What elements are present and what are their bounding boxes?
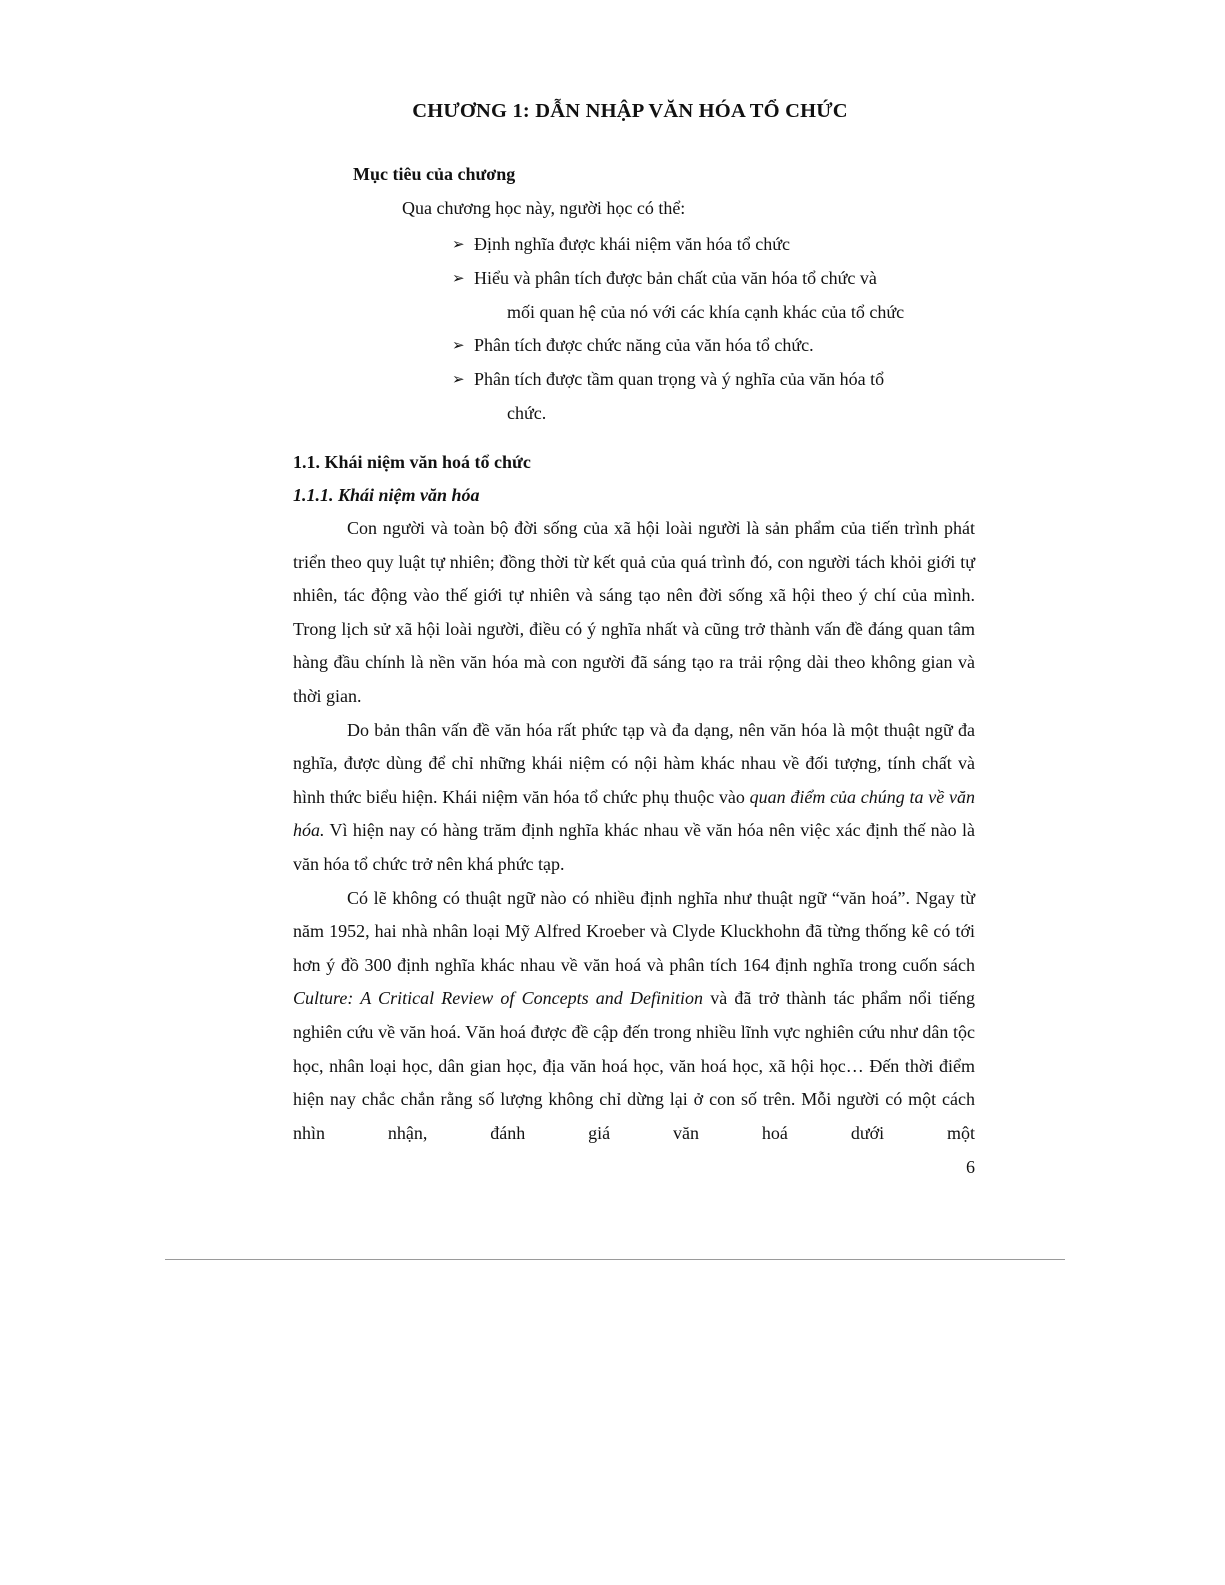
paragraph-1: Con người và toàn bộ đời sống của xã hội loài người là sản phẩm của tiến trình phát triển theo quy luật tự nhiên; đồng thời từ kết quả của quá trình đó, con người tách khỏi giới tự nhiên, tác động vào thế giới tự nhiên và sáng tạo nên đời sống xã hội theo ý chí của mình. Trong lịch sử xã hội loài người, điều có ý nghĩa nhất và cũng trở thành vấn đề đáng quan tâm hàng đầu chính là nền văn hóa mà con người đã sáng tạo ra trải rộng dài theo không gian và thời gian. (293, 518, 975, 706)
paragraph-2 (293, 714, 975, 882)
objectives-list (452, 228, 940, 431)
paragraph-2-text-b: Vì hiện nay có hàng trăm định nghĩa khác nhau về văn hóa nên việc xác định thế nào là văn hóa tổ chức trở nên khá phức tạp. (293, 820, 975, 874)
chapter-title: CHƯƠNG 1: DẪN NHẬP VĂN HÓA TỔ CHỨC (412, 100, 848, 122)
paragraph-2-text-a: Do bản thân vấn đề văn hóa rất phức tạp và đa dạng, nên văn hóa là một thuật ngữ đa nghĩa, được dùng để chỉ những khái niệm có nội hàm khác nhau về đối tượng, tính chất và hình thức biểu hiện. Khái niệm văn hóa tổ chức phụ thuộc vào (293, 719, 975, 807)
body-text (293, 512, 975, 1150)
objective-text-continued: chức. (507, 402, 547, 423)
paragraph-3-text-a: Có lẽ không có thuật ngữ nào có nhiều định nghĩa như thuật ngữ “văn hoá”. Ngay từ năm 1952, hai nhà nhân loại Mỹ Alfred Kroeber và Clyde Kluckhohn đã từng thống kê có tới hơn ý đồ 300 định nghĩa khác nhau về văn hoá và phân tích 164 định nghĩa trong cuốn sách (293, 887, 975, 975)
objective-text-continued: mối quan hệ của nó với các khía cạnh khác của tổ chức (507, 301, 905, 322)
section-heading: 1.1. Khái niệm văn hoá tổ chức (293, 452, 531, 472)
objective-text: Định nghĩa được khái niệm văn hóa tổ chức (474, 234, 790, 254)
subsection-heading: 1.1.1. Khái niệm văn hóa (293, 485, 480, 505)
objective-item (452, 363, 940, 431)
objective-text: Phân tích được tầm quan trọng và ý nghĩa của văn hóa tổ (474, 369, 885, 390)
arrowhead-bullet-icon: ➢ (452, 370, 465, 389)
objective-text: Phân tích được chức năng của văn hóa tổ chức. (474, 335, 814, 356)
arrowhead-bullet-icon: ➢ (452, 268, 465, 287)
objective-item (452, 329, 940, 363)
objective-item (452, 228, 940, 262)
arrowhead-bullet-icon: ➢ (452, 235, 465, 253)
paragraph-3-text-b: và đã trở thành tác phẩm nổi tiếng nghiên cứu về văn hoá. Văn hoá được đề cập đến trong nhiều lĩnh vực nghiên cứu như dân tộc học, nhân loại học, dân gian học, địa văn hoá học, văn hoá học, xã hội học… Đến thời điểm hiện nay chắc chắn rằng số lượng không chỉ dừng lại ở con số trên. Mỗi người có một cách nhìn nhận, đánh giá văn hoá dưới một (293, 988, 975, 1143)
objective-item (452, 262, 940, 330)
objective-text: Hiểu và phân tích được bản chất của văn hóa tổ chức và (474, 267, 877, 288)
arrowhead-bullet-icon: ➢ (452, 336, 465, 355)
page-number: 6 (966, 1157, 975, 1177)
objectives-intro: Qua chương học này, người học có thể: (402, 198, 686, 218)
paragraph-3 (293, 882, 975, 1151)
objectives-heading: Mục tiêu của chương (353, 164, 516, 184)
paragraph-2-italic: quan điểm của chúng ta về văn hóa. (293, 786, 976, 841)
footer-divider (165, 1259, 1065, 1260)
book-title-italic: Culture: A Critical Review of Concepts and Definition (293, 988, 703, 1009)
